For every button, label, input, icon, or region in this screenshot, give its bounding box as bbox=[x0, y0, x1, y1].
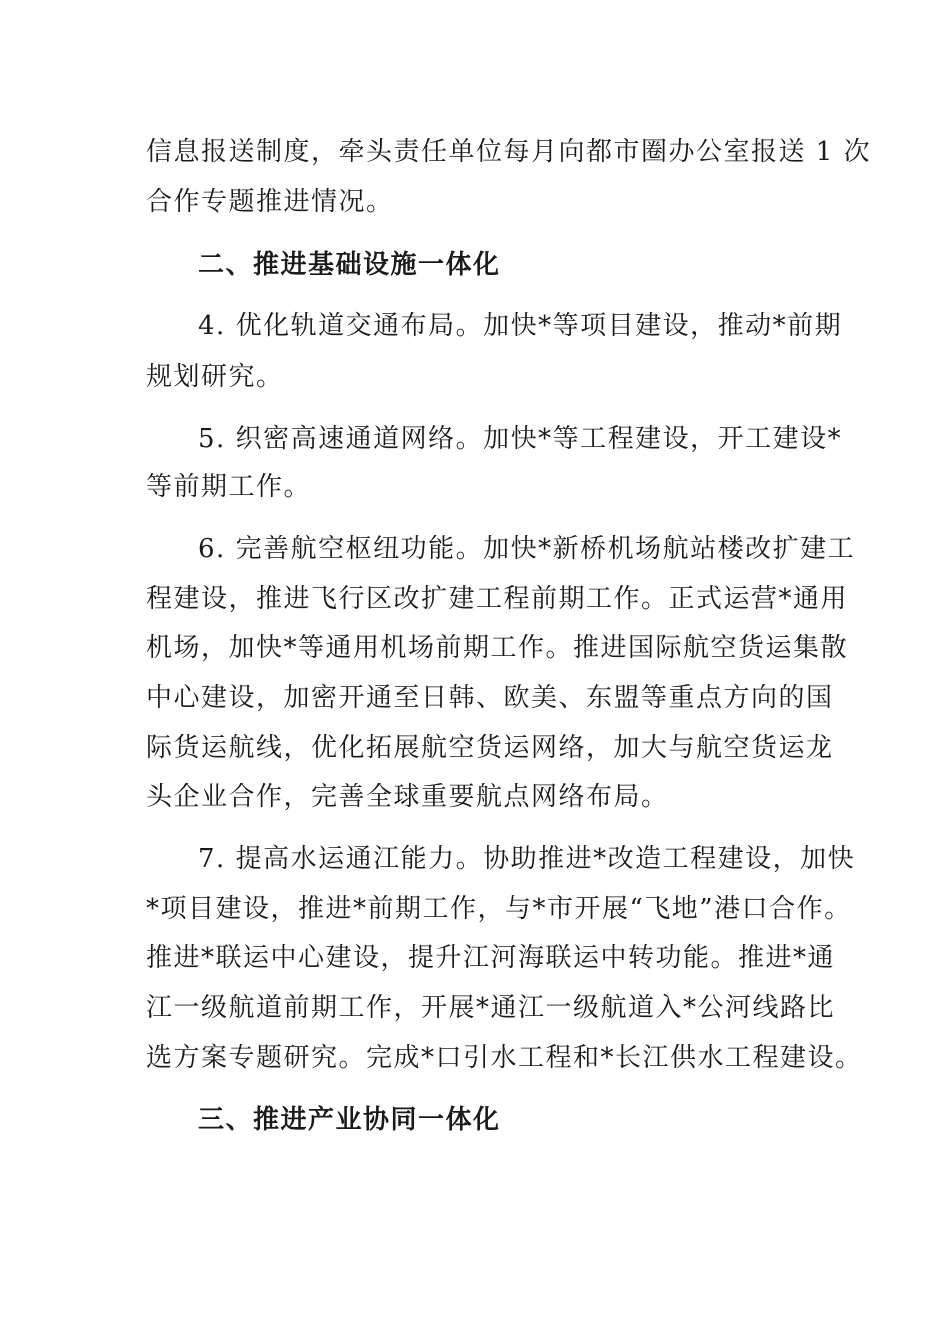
section-heading: 二、推进基础设施一体化 bbox=[198, 250, 501, 280]
paragraph-line: 5. 织密高速通道网络。加快*等工程建设，开工建设* bbox=[198, 424, 843, 454]
paragraph-line: 机场，加快*等通用机场前期工作。推进国际航空货运集散 bbox=[146, 633, 849, 663]
paragraph-line: 推进*联运中心建设，提升江河海联运中转功能。推进*通 bbox=[146, 943, 836, 973]
paragraph-line: 头企业合作，完善全球重要航点网络布局。 bbox=[146, 782, 669, 812]
paragraph-line: 规划研究。 bbox=[146, 362, 284, 392]
paragraph-line: 中心建设，加密开通至日韩、欧美、东盟等重点方向的国 bbox=[146, 683, 834, 713]
paragraph-line: 7. 提高水运通江能力。协助推进*改造工程建设，加快 bbox=[198, 844, 856, 874]
paragraph-line: 选方案专题研究。完成*口引水工程和*长江供水工程建设。 bbox=[146, 1043, 863, 1073]
paragraph-line: 6. 完善航空枢纽功能。加快*新桥机场航站楼改扩建工 bbox=[198, 534, 856, 564]
paragraph-line: 际货运航线，优化拓展航空货运网络，加大与航空货运龙 bbox=[146, 733, 834, 763]
paragraph-line: 合作专题推进情况。 bbox=[146, 187, 394, 217]
paragraph-line: 江一级航道前期工作，开展*通江一级航道入*公河线路比 bbox=[146, 993, 836, 1023]
section-heading: 三、推进产业协同一体化 bbox=[198, 1105, 501, 1135]
paragraph-line: 程建设，推进飞行区改扩建工程前期工作。正式运营*通用 bbox=[146, 584, 849, 614]
paragraph-line: *项目建设，推进*前期工作，与*市开展“飞地”港口合作。 bbox=[146, 894, 852, 924]
paragraph-line: 等前期工作。 bbox=[146, 472, 312, 502]
paragraph-line: 4. 优化轨道交通布局。加快*等项目建设，推动*前期 bbox=[198, 311, 843, 341]
paragraph-line: 信息报送制度，牵头责任单位每月向都市圈办公室报送 1 次 bbox=[146, 137, 872, 167]
